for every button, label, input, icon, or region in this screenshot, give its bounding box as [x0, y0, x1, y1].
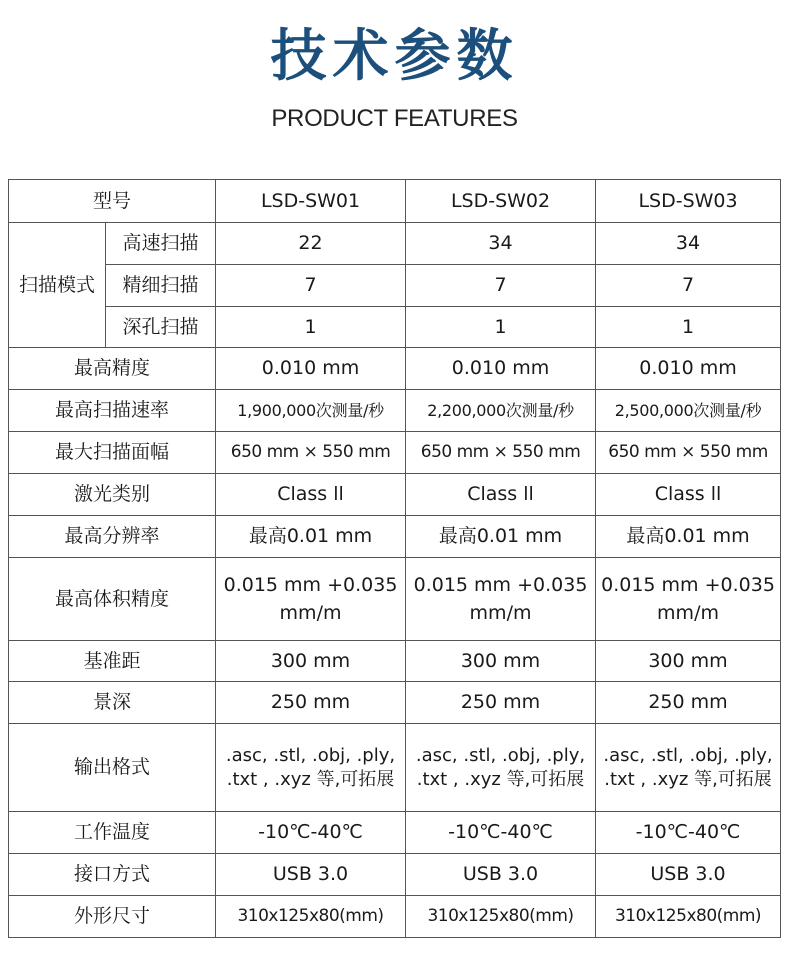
table-cell: 1 — [596, 307, 781, 348]
table-cell: 1 — [216, 307, 406, 348]
table-cell: 250 mm — [406, 682, 596, 724]
table-cell: -10℃-40℃ — [596, 812, 781, 854]
table-row-depth-of-field — [9, 682, 781, 724]
table-cell: 310x125x80(mm) — [406, 896, 596, 938]
table-cell: .asc, .stl, .obj, .ply, .txt , .xyz 等,可拓展 — [406, 724, 596, 812]
table-cell: 34 — [406, 223, 596, 265]
table-cell: 2,200,000次测量/秒 — [406, 390, 596, 432]
table-row-scan-rate — [9, 390, 781, 432]
table-cell: 1,900,000次测量/秒 — [216, 390, 406, 432]
table-cell: 0.015 mm +0.035 mm/m — [596, 558, 781, 641]
table-row-operating-temp — [9, 812, 781, 854]
page-subtitle: PRODUCT FEATURES — [271, 105, 518, 132]
table-cell: 7 — [596, 265, 781, 307]
table-row-precision — [9, 348, 781, 390]
table-row-resolution — [9, 516, 781, 558]
table-row-scan-deephole — [9, 307, 781, 348]
table-cell: 7 — [406, 265, 596, 307]
table-row-model — [9, 180, 781, 223]
table-cell: Class ll — [596, 474, 781, 516]
table-cell: 650 mm × 550 mm — [596, 432, 781, 474]
model-sw02: LSD-SW02 — [406, 180, 596, 223]
row-label: 外形尺寸 — [9, 896, 216, 938]
table-row-volume-precision — [9, 558, 781, 641]
table-cell: 0.010 mm — [406, 348, 596, 390]
table-cell: 最高0.01 mm — [596, 516, 781, 558]
table-cell: -10℃-40℃ — [406, 812, 596, 854]
table-row-scan-area — [9, 432, 781, 474]
model-sw01: LSD-SW01 — [216, 180, 406, 223]
row-label: 最高扫描速率 — [9, 390, 216, 432]
table-cell: 310x125x80(mm) — [596, 896, 781, 938]
table-cell: 0.015 mm +0.035 mm/m — [216, 558, 406, 641]
model-sw03: LSD-SW03 — [596, 180, 781, 223]
table-cell: 250 mm — [216, 682, 406, 724]
table-cell: 300 mm — [596, 641, 781, 682]
row-label: 基准距 — [9, 641, 216, 682]
table-row-scan-fine — [9, 265, 781, 307]
table-row-laser-class — [9, 474, 781, 516]
row-label: 最高分辨率 — [9, 516, 216, 558]
table-cell: 0.010 mm — [596, 348, 781, 390]
table-row-output-format — [9, 724, 781, 812]
row-sublabel-highspeed: 高速扫描 — [106, 223, 216, 265]
table-cell: -10℃-40℃ — [216, 812, 406, 854]
table-cell: 300 mm — [216, 641, 406, 682]
row-label-scan-mode: 扫描模式 — [9, 223, 106, 348]
table-row-interface — [9, 854, 781, 896]
table-cell: .asc, .stl, .obj, .ply, .txt , .xyz 等,可拓展 — [216, 724, 406, 812]
table-cell: .asc, .stl, .obj, .ply, .txt , .xyz 等,可拓展 — [596, 724, 781, 812]
row-label: 激光类别 — [9, 474, 216, 516]
page-title: 技术参数 — [270, 24, 519, 89]
table-cell: 34 — [596, 223, 781, 265]
table-cell: 7 — [216, 265, 406, 307]
table-cell: Class ll — [216, 474, 406, 516]
row-label: 最高体积精度 — [9, 558, 216, 641]
table-row-dimensions — [9, 896, 781, 938]
table-cell: 300 mm — [406, 641, 596, 682]
row-sublabel-deephole: 深孔扫描 — [106, 307, 216, 348]
table-cell: USB 3.0 — [596, 854, 781, 896]
spec-table — [8, 179, 781, 938]
table-cell: 2,500,000次测量/秒 — [596, 390, 781, 432]
row-label: 最高精度 — [9, 348, 216, 390]
table-cell: 最高0.01 mm — [406, 516, 596, 558]
table-row-scan-highspeed — [9, 223, 781, 265]
table-cell: USB 3.0 — [216, 854, 406, 896]
table-cell: 最高0.01 mm — [216, 516, 406, 558]
table-cell: 22 — [216, 223, 406, 265]
table-cell: 250 mm — [596, 682, 781, 724]
row-label: 最大扫描面幅 — [9, 432, 216, 474]
row-label: 接口方式 — [9, 854, 216, 896]
table-cell: 310x125x80(mm) — [216, 896, 406, 938]
row-label: 输出格式 — [9, 724, 216, 812]
table-cell: 0.015 mm +0.035 mm/m — [406, 558, 596, 641]
table-cell: 650 mm × 550 mm — [406, 432, 596, 474]
table-cell: USB 3.0 — [406, 854, 596, 896]
table-cell: 0.010 mm — [216, 348, 406, 390]
table-cell: 1 — [406, 307, 596, 348]
row-sublabel-fine: 精细扫描 — [106, 265, 216, 307]
table-cell: Class ll — [406, 474, 596, 516]
row-label: 景深 — [9, 682, 216, 724]
table-row-reference-distance — [9, 641, 781, 682]
row-label-model: 型号 — [9, 180, 216, 223]
table-cell: 650 mm × 550 mm — [216, 432, 406, 474]
row-label: 工作温度 — [9, 812, 216, 854]
